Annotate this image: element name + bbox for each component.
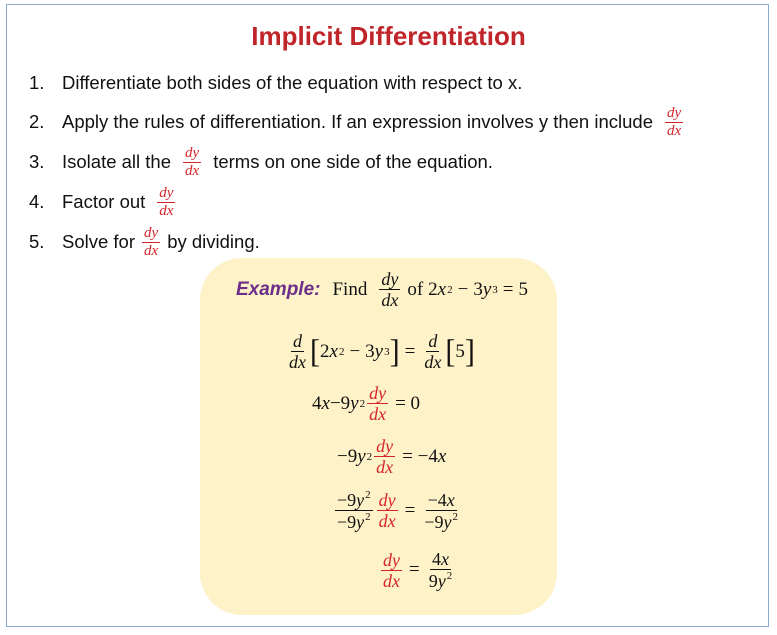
fraction-numerator [426, 491, 457, 511]
step-text-part: Solve for [62, 231, 136, 252]
solution-line-5 [379, 550, 456, 590]
math-token: 2 [320, 340, 330, 362]
step-3 [29, 142, 493, 182]
math-token: = [404, 340, 416, 362]
math-token: x [321, 392, 330, 414]
fraction-denominator [335, 511, 373, 531]
math-token: y [357, 445, 366, 467]
step-text-part: by dividing. [167, 231, 260, 252]
math-token: = [502, 278, 514, 300]
d-dx-operator [287, 332, 308, 371]
dy-dx-fraction [157, 186, 175, 219]
math-token: −4 [427, 489, 447, 510]
of-text: of [407, 278, 424, 300]
math-token: x [440, 549, 449, 569]
step-number: 3. [29, 151, 45, 172]
step-number: 1. [29, 72, 45, 93]
math-token: −9 [337, 490, 357, 510]
fraction-numerator: dy [159, 184, 174, 201]
solution-line-4 [333, 490, 462, 531]
math-token: = [409, 559, 420, 580]
math-token: 4 [312, 392, 322, 414]
step-number: 4. [29, 191, 45, 212]
step-text-part: terms on one side of the equation. [213, 151, 493, 172]
dy-dx-fraction [379, 270, 400, 309]
step-text-part: Apply the rules of differentiation. If an expression involves y then include [62, 111, 653, 132]
solution-line-3 [337, 437, 446, 476]
math-token: x [437, 278, 447, 300]
coefficient-fraction [335, 490, 373, 531]
solution-line-1 [285, 332, 475, 371]
right-bracket: ] [464, 332, 475, 370]
left-bracket: [ [310, 332, 320, 370]
fraction-denominator: dx [369, 404, 387, 424]
math-token: = −4 [402, 445, 438, 467]
step-text [62, 186, 177, 219]
fraction-numerator: dy [376, 436, 394, 456]
fraction-numerator [430, 550, 451, 570]
fraction-numerator: dy [666, 104, 682, 121]
fraction-numerator: dy [144, 224, 159, 241]
fraction-numerator: dy [378, 490, 396, 510]
dy-dx-fraction [665, 106, 683, 139]
math-token: x [437, 445, 447, 467]
left-bracket: [ [445, 332, 456, 370]
step-text [62, 106, 685, 139]
fraction-denominator: dx [424, 352, 442, 372]
math-token: − [349, 340, 361, 362]
math-exponent: 2 [365, 489, 371, 501]
math-token: 9 [428, 571, 438, 591]
math-exponent: 2 [452, 510, 459, 523]
math-token: = [404, 499, 416, 521]
math-token: y [482, 278, 492, 300]
fraction-numerator: dy [381, 269, 399, 289]
fraction-numerator: d [293, 331, 302, 351]
fraction-denominator: dx [185, 162, 200, 179]
step-text-part: Factor out [62, 191, 146, 212]
fraction-numerator: dy [369, 383, 387, 403]
math-exponent: 2 [446, 570, 453, 582]
math-token: −9 [337, 445, 358, 467]
math-token: −9 [424, 511, 444, 532]
fraction-denominator: dx [383, 570, 400, 591]
fraction-denominator [422, 511, 460, 531]
step-number: 5. [29, 231, 45, 252]
step-5 [29, 222, 260, 262]
d-dx-operator [422, 332, 443, 371]
fraction-denominator: dx [666, 122, 682, 139]
find-text: Find [332, 278, 368, 300]
math-exponent: 2 [365, 511, 371, 523]
math-token: y [437, 571, 446, 591]
step-text [62, 146, 493, 179]
math-token: y [374, 340, 384, 362]
fraction-denominator: dx [378, 511, 396, 531]
math-exponent: 3 [384, 345, 390, 358]
step-text: Differentiate both sides of the equation with respect to x. [62, 72, 523, 93]
dy-dx-fraction [367, 384, 388, 423]
math-token: 3 [473, 278, 483, 300]
fraction-denominator [427, 570, 455, 590]
math-exponent: 3 [492, 283, 498, 296]
example-header [236, 270, 528, 309]
math-exponent: 2 [447, 283, 453, 296]
result-fraction [422, 491, 460, 531]
fraction-denominator: dx [159, 202, 174, 219]
fraction-numerator: d [428, 331, 438, 351]
fraction-denominator: dx [381, 290, 399, 310]
math-token: y [356, 512, 365, 532]
fraction-denominator: dx [289, 352, 306, 372]
step-1 [29, 63, 522, 103]
math-token: = 0 [395, 392, 421, 414]
right-bracket: ] [389, 332, 400, 370]
dy-dx-fraction [377, 491, 398, 530]
final-fraction [427, 550, 455, 590]
dy-dx-fraction [183, 146, 201, 179]
math-token: y [443, 511, 452, 532]
math-exponent: 2 [338, 345, 345, 358]
fraction-numerator [335, 490, 373, 511]
fraction-denominator: dx [144, 242, 159, 259]
dy-dx-fraction [374, 437, 395, 476]
dy-dx-fraction [142, 226, 160, 259]
fraction-numerator: dy [185, 144, 200, 161]
solution-line-2 [312, 384, 420, 423]
math-token: 5 [518, 278, 528, 300]
math-token: 3 [365, 340, 375, 362]
math-token: − [457, 278, 469, 300]
math-token: 4 [431, 549, 441, 569]
step-text [62, 226, 260, 259]
fraction-denominator: dx [376, 457, 394, 477]
example-label: Example: [236, 278, 321, 300]
math-exponent: 2 [359, 397, 366, 410]
fraction-numerator: dy [383, 549, 400, 570]
math-token: 2 [428, 278, 438, 300]
step-number: 2. [29, 111, 45, 132]
step-2 [29, 102, 685, 142]
math-exponent: 2 [366, 450, 373, 463]
math-token: −9 [329, 392, 351, 414]
math-token: y [350, 392, 359, 414]
math-token: 5 [455, 340, 465, 362]
step-text-part: Isolate all the [62, 151, 172, 172]
math-token: x [446, 489, 455, 510]
math-token: −9 [337, 512, 357, 532]
math-token: x [329, 340, 338, 362]
dy-dx-fraction [381, 551, 402, 590]
math-token: y [356, 490, 365, 510]
step-4 [29, 182, 177, 222]
page-title: Implicit Differentiation [251, 21, 526, 51]
